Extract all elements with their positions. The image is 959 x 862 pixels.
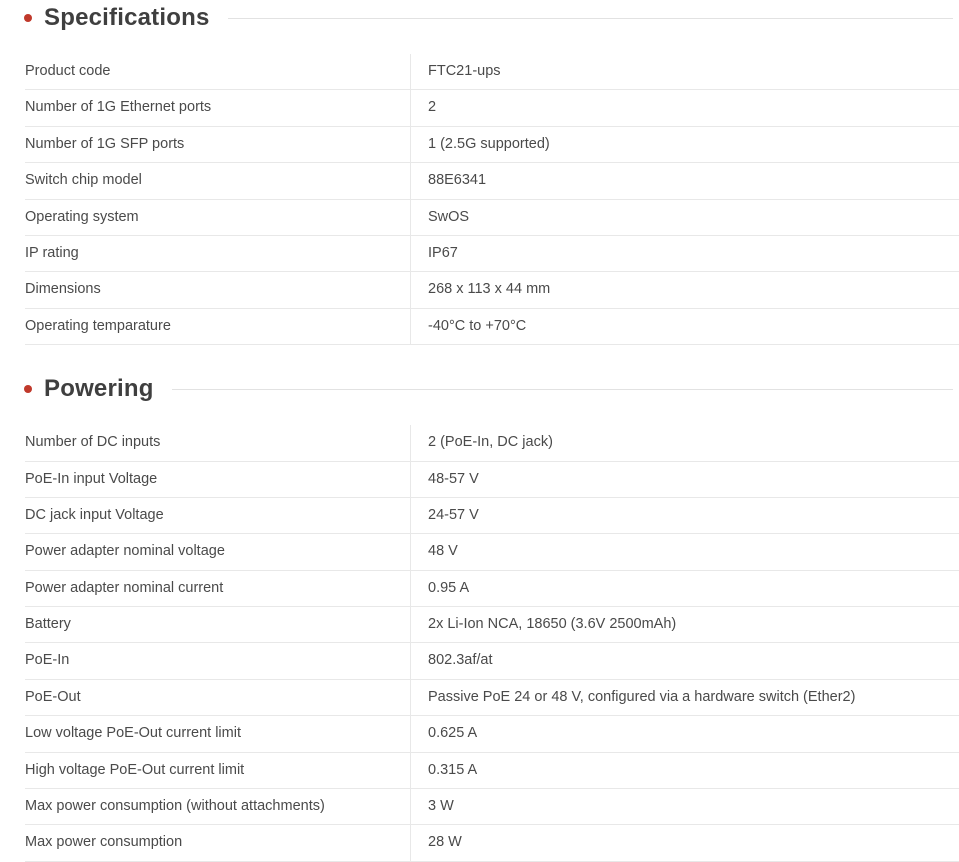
section-header-specifications <box>0 4 959 32</box>
row-value: 268 x 113 x 44 mm <box>411 272 959 308</box>
row-value: 0.95 A <box>411 570 959 606</box>
table-row <box>25 308 959 344</box>
table-row <box>25 497 959 533</box>
specifications-table-wrapper <box>0 32 959 345</box>
row-label: Power adapter nominal current <box>25 570 411 606</box>
row-value: 2x Li-Ion NCA, 18650 (3.6V 2500mAh) <box>411 607 959 643</box>
row-label: PoE-In <box>25 643 411 679</box>
row-value: FTC21-ups <box>411 54 959 90</box>
bullet-icon <box>24 14 32 22</box>
table-row <box>25 789 959 825</box>
table-row <box>25 679 959 715</box>
row-label: High voltage PoE-Out current limit <box>25 752 411 788</box>
powering-table-wrapper <box>0 403 959 862</box>
section-divider <box>228 18 953 19</box>
row-label: IP rating <box>25 235 411 271</box>
row-value: IP67 <box>411 235 959 271</box>
section-header-powering <box>0 375 959 403</box>
row-label: Power adapter nominal voltage <box>25 534 411 570</box>
table-row <box>25 235 959 271</box>
row-value: 2 <box>411 90 959 126</box>
row-value: 1 (2.5G supported) <box>411 126 959 162</box>
section-title: Powering <box>44 375 154 403</box>
table-row <box>25 825 959 861</box>
table-row <box>25 752 959 788</box>
table-row <box>25 716 959 752</box>
section-title: Specifications <box>44 4 210 32</box>
row-label: Switch chip model <box>25 163 411 199</box>
row-value: 48 V <box>411 534 959 570</box>
row-label: PoE-In input Voltage <box>25 461 411 497</box>
row-label: Max power consumption <box>25 825 411 861</box>
row-label: Operating system <box>25 199 411 235</box>
row-label: Max power consumption (without attachments) <box>25 789 411 825</box>
row-value: 28 W <box>411 825 959 861</box>
section-powering <box>0 345 959 862</box>
row-value: 48-57 V <box>411 461 959 497</box>
row-value: 2 (PoE-In, DC jack) <box>411 425 959 461</box>
row-label: Operating temparature <box>25 308 411 344</box>
row-value: 3 W <box>411 789 959 825</box>
table-row <box>25 163 959 199</box>
row-value: Passive PoE 24 or 48 V, configured via a hardware switch (Ether2) <box>411 679 959 715</box>
row-label: Number of 1G SFP ports <box>25 126 411 162</box>
table-row <box>25 126 959 162</box>
table-row <box>25 534 959 570</box>
table-row <box>25 199 959 235</box>
row-label: Product code <box>25 54 411 90</box>
table-row <box>25 272 959 308</box>
row-value: SwOS <box>411 199 959 235</box>
bullet-icon <box>24 385 32 393</box>
row-value: -40°C to +70°C <box>411 308 959 344</box>
row-label: Number of 1G Ethernet ports <box>25 90 411 126</box>
row-label: Low voltage PoE-Out current limit <box>25 716 411 752</box>
row-value: 24-57 V <box>411 497 959 533</box>
table-row <box>25 425 959 461</box>
row-label: DC jack input Voltage <box>25 497 411 533</box>
table-row <box>25 54 959 90</box>
table-row <box>25 570 959 606</box>
table-row <box>25 90 959 126</box>
table-row <box>25 607 959 643</box>
row-value: 0.625 A <box>411 716 959 752</box>
table-row <box>25 461 959 497</box>
section-divider <box>172 389 953 390</box>
specifications-table <box>25 54 959 345</box>
row-label: Number of DC inputs <box>25 425 411 461</box>
powering-table <box>25 425 959 862</box>
row-label: PoE-Out <box>25 679 411 715</box>
row-label: Dimensions <box>25 272 411 308</box>
row-value: 802.3af/at <box>411 643 959 679</box>
row-value: 0.315 A <box>411 752 959 788</box>
row-label: Battery <box>25 607 411 643</box>
table-row <box>25 643 959 679</box>
row-value: 88E6341 <box>411 163 959 199</box>
section-specifications <box>0 0 959 345</box>
